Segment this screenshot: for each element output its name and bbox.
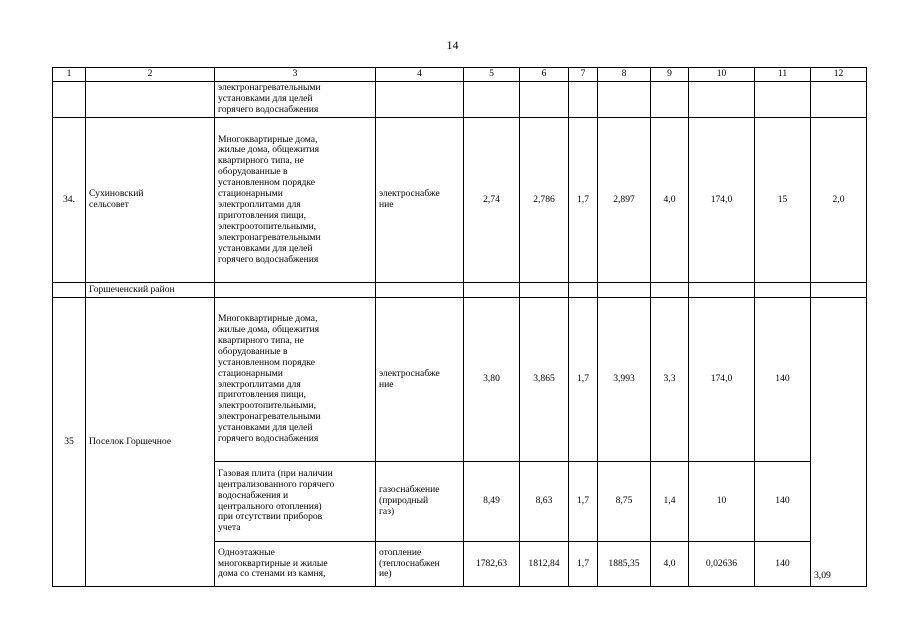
service-type: отопление (теплоснабжен ие)	[376, 542, 464, 587]
district-row	[53, 283, 867, 298]
row-description: Многоквартирные дома, жилые дома, общежития квартирного типа, не оборудованные в установленном порядке стационарными электроплитами для приготовления пищи, электроотопительными, электронагревательными установками для целей горячего водоснабжения	[215, 118, 376, 283]
value-col5: 8,49	[464, 462, 520, 542]
continuation-row	[53, 82, 867, 118]
col-header: 12	[811, 68, 867, 82]
value-col12: 3,09	[811, 298, 867, 587]
col-header: 9	[651, 68, 689, 82]
value-col9: 3,3	[651, 298, 689, 462]
value-col11: 140	[755, 462, 811, 542]
value-col5: 2,74	[464, 118, 520, 283]
row-number: 34.	[53, 118, 86, 283]
value-col6: 2,786	[520, 118, 569, 283]
col-header: 11	[755, 68, 811, 82]
value-col9: 1,4	[651, 462, 689, 542]
locality-name: Поселок Горшечное	[86, 298, 215, 587]
col-header: 1	[53, 68, 86, 82]
value-col10: 0,02636	[689, 542, 755, 587]
service-type: газоснабжение (природный газ)	[376, 462, 464, 542]
col-header: 5	[464, 68, 520, 82]
row-description: электронагревательными установками для целей горячего водоснабжения	[215, 82, 376, 118]
value-col8: 3,993	[598, 298, 651, 462]
value-col11: 140	[755, 542, 811, 587]
locality-name: Сухиновский сельсовет	[86, 118, 215, 283]
value-col5: 1782,63	[464, 542, 520, 587]
table-row-34	[53, 118, 867, 283]
row-description: Многоквартирные дома, жилые дома, общежития квартирного типа, не оборудованные в установленном порядке стационарными электроплитами для приготовления пищи, электроотопительными, электронагревательными установками для целей горячего водоснабжения	[215, 298, 376, 462]
value-col7: 1,7	[569, 118, 598, 283]
value-col8: 2,897	[598, 118, 651, 283]
table-row-35	[53, 298, 867, 462]
value-col8: 8,75	[598, 462, 651, 542]
row-description: Одноэтажные многоквартирные и жилые дома со стенами из камня,	[215, 542, 376, 587]
value-col7: 1,7	[569, 542, 598, 587]
col-header: 3	[215, 68, 376, 82]
col-header: 4	[376, 68, 464, 82]
col-header: 10	[689, 68, 755, 82]
value-col7: 1,7	[569, 462, 598, 542]
value-col10: 174,0	[689, 118, 755, 283]
value-col12: 2,0	[811, 118, 867, 283]
value-col10: 174,0	[689, 298, 755, 462]
row-number: 35	[53, 298, 86, 587]
page-number: 14	[446, 38, 459, 52]
value-col6: 3,865	[520, 298, 569, 462]
value-col11: 140	[755, 298, 811, 462]
value-col8: 1885,35	[598, 542, 651, 587]
value-col10: 10	[689, 462, 755, 542]
value-col9: 4,0	[651, 542, 689, 587]
row-description: Газовая плита (при наличии централизованного горячего водоснабжения и центрального отопления) при отсутствии приборов учета	[215, 462, 376, 542]
service-type: электроснабже ние	[376, 298, 464, 462]
col-header: 6	[520, 68, 569, 82]
col-header: 2	[86, 68, 215, 82]
value-col6: 1812,84	[520, 542, 569, 587]
value-col11: 15	[755, 118, 811, 283]
service-type: электроснабже ние	[376, 118, 464, 283]
value-col9: 4,0	[651, 118, 689, 283]
tariff-table	[52, 67, 867, 587]
col-header: 7	[569, 68, 598, 82]
value-col7: 1,7	[569, 298, 598, 462]
value-col6: 8,63	[520, 462, 569, 542]
header-row	[53, 68, 867, 82]
value-col5: 3,80	[464, 298, 520, 462]
col-header: 8	[598, 68, 651, 82]
district-name: Горшеченский район	[86, 283, 215, 298]
